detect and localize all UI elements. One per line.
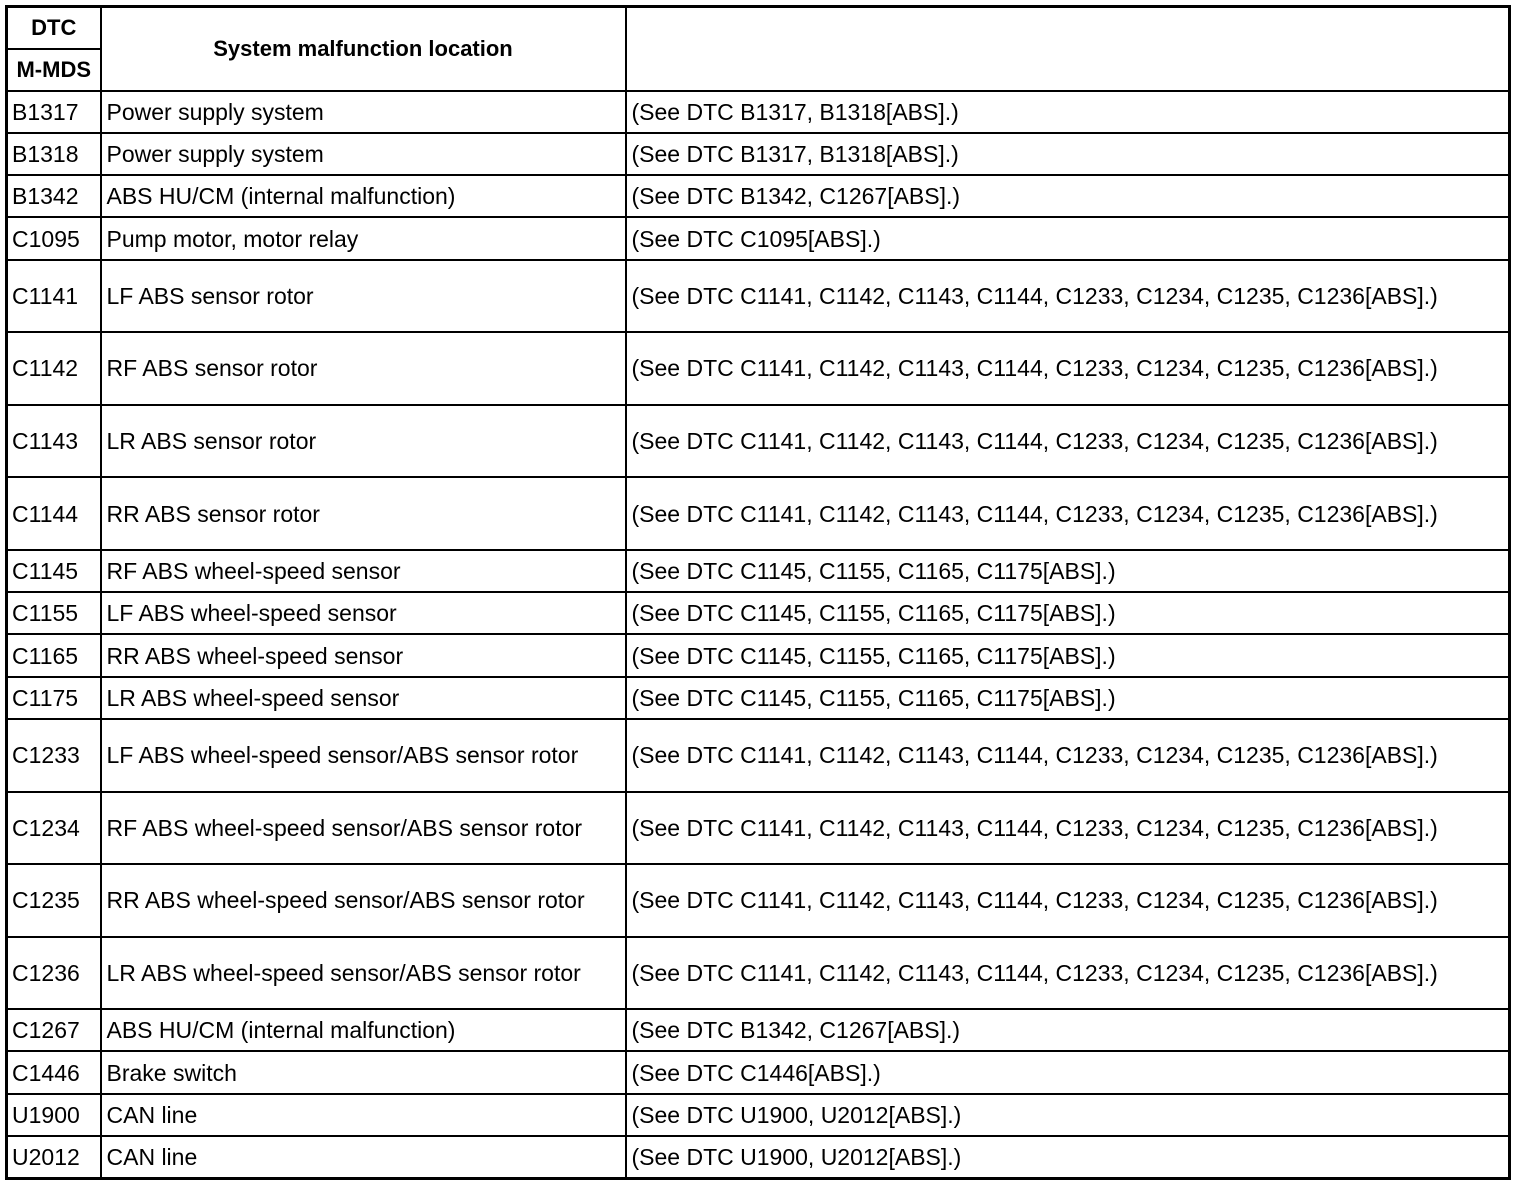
table-row — [7, 260, 1510, 333]
reference-cell: (See DTC U1900, U2012[ABS].) — [626, 1094, 1510, 1136]
reference-cell: (See DTC C1145, C1155, C1165, C1175[ABS].) — [626, 550, 1510, 592]
location-cell: LR ABS wheel-speed sensor/ABS sensor rotor — [101, 937, 626, 1010]
table-row — [7, 634, 1510, 676]
dtc-code-cell: U1900 — [7, 1094, 101, 1136]
reference-cell: (See DTC B1342, C1267[ABS].) — [626, 175, 1510, 217]
dtc-code-cell: C1236 — [7, 937, 101, 1010]
table-body — [7, 91, 1510, 1179]
header-reference — [626, 7, 1510, 91]
dtc-code-cell: B1317 — [7, 91, 101, 133]
dtc-table — [5, 5, 1511, 1180]
reference-cell: (See DTC B1317, B1318[ABS].) — [626, 133, 1510, 175]
reference-cell: (See DTC B1317, B1318[ABS].) — [626, 91, 1510, 133]
reference-cell: (See DTC C1141, C1142, C1143, C1144, C1233, C1234, C1235, C1236[ABS].) — [626, 332, 1510, 405]
location-cell: Power supply system — [101, 91, 626, 133]
location-cell: LR ABS wheel-speed sensor — [101, 677, 626, 719]
dtc-code-cell: C1141 — [7, 260, 101, 333]
dtc-code-cell: C1143 — [7, 405, 101, 478]
dtc-code-cell: U2012 — [7, 1136, 101, 1178]
table-row — [7, 864, 1510, 937]
location-cell: RR ABS wheel-speed sensor — [101, 634, 626, 676]
table-row — [7, 677, 1510, 719]
reference-cell: (See DTC C1141, C1142, C1143, C1144, C1233, C1234, C1235, C1236[ABS].) — [626, 477, 1510, 550]
dtc-code-cell: C1235 — [7, 864, 101, 937]
reference-cell: (See DTC C1145, C1155, C1165, C1175[ABS].) — [626, 634, 1510, 676]
header-dtc: DTC — [7, 7, 101, 49]
dtc-code-cell: C1165 — [7, 634, 101, 676]
table-row — [7, 91, 1510, 133]
dtc-code-cell: B1318 — [7, 133, 101, 175]
reference-cell: (See DTC C1145, C1155, C1165, C1175[ABS].) — [626, 592, 1510, 634]
table-row — [7, 217, 1510, 259]
location-cell: RF ABS sensor rotor — [101, 332, 626, 405]
table-row — [7, 937, 1510, 1010]
reference-cell: (See DTC C1141, C1142, C1143, C1144, C1233, C1234, C1235, C1236[ABS].) — [626, 937, 1510, 1010]
header-mmds: M-MDS — [7, 49, 101, 91]
table-row — [7, 332, 1510, 405]
reference-cell: (See DTC C1141, C1142, C1143, C1144, C1233, C1234, C1235, C1236[ABS].) — [626, 792, 1510, 865]
reference-cell: (See DTC C1095[ABS].) — [626, 217, 1510, 259]
location-cell: Brake switch — [101, 1051, 626, 1093]
reference-cell: (See DTC C1141, C1142, C1143, C1144, C1233, C1234, C1235, C1236[ABS].) — [626, 864, 1510, 937]
location-cell: LR ABS sensor rotor — [101, 405, 626, 478]
table-row — [7, 175, 1510, 217]
location-cell: Pump motor, motor relay — [101, 217, 626, 259]
dtc-code-cell: C1144 — [7, 477, 101, 550]
location-cell: RF ABS wheel-speed sensor — [101, 550, 626, 592]
dtc-code-cell: C1233 — [7, 719, 101, 792]
location-cell: LF ABS sensor rotor — [101, 260, 626, 333]
table-row — [7, 719, 1510, 792]
table-row — [7, 1051, 1510, 1093]
location-cell: ABS HU/CM (internal malfunction) — [101, 1009, 626, 1051]
dtc-code-cell: C1446 — [7, 1051, 101, 1093]
location-cell: RR ABS sensor rotor — [101, 477, 626, 550]
dtc-code-cell: C1234 — [7, 792, 101, 865]
location-cell: ABS HU/CM (internal malfunction) — [101, 175, 626, 217]
dtc-code-cell: C1145 — [7, 550, 101, 592]
reference-cell: (See DTC C1141, C1142, C1143, C1144, C1233, C1234, C1235, C1236[ABS].) — [626, 405, 1510, 478]
table-row — [7, 592, 1510, 634]
location-cell: LF ABS wheel-speed sensor/ABS sensor rotor — [101, 719, 626, 792]
table-row — [7, 1136, 1510, 1178]
reference-cell: (See DTC B1342, C1267[ABS].) — [626, 1009, 1510, 1051]
dtc-code-cell: C1142 — [7, 332, 101, 405]
dtc-code-cell: C1155 — [7, 592, 101, 634]
reference-cell: (See DTC C1141, C1142, C1143, C1144, C1233, C1234, C1235, C1236[ABS].) — [626, 719, 1510, 792]
dtc-code-cell: C1095 — [7, 217, 101, 259]
location-cell: CAN line — [101, 1094, 626, 1136]
table-row — [7, 792, 1510, 865]
location-cell: CAN line — [101, 1136, 626, 1178]
table-row — [7, 1009, 1510, 1051]
location-cell: RR ABS wheel-speed sensor/ABS sensor rotor — [101, 864, 626, 937]
table-row — [7, 133, 1510, 175]
table-row — [7, 550, 1510, 592]
reference-cell: (See DTC C1141, C1142, C1143, C1144, C1233, C1234, C1235, C1236[ABS].) — [626, 260, 1510, 333]
location-cell: RF ABS wheel-speed sensor/ABS sensor rotor — [101, 792, 626, 865]
reference-cell: (See DTC C1446[ABS].) — [626, 1051, 1510, 1093]
header-row-top — [7, 7, 1510, 49]
location-cell: Power supply system — [101, 133, 626, 175]
table-row — [7, 1094, 1510, 1136]
location-cell: LF ABS wheel-speed sensor — [101, 592, 626, 634]
reference-cell: (See DTC U1900, U2012[ABS].) — [626, 1136, 1510, 1178]
reference-cell: (See DTC C1145, C1155, C1165, C1175[ABS].) — [626, 677, 1510, 719]
table-row — [7, 405, 1510, 478]
table-row — [7, 477, 1510, 550]
dtc-code-cell: C1175 — [7, 677, 101, 719]
dtc-code-cell: B1342 — [7, 175, 101, 217]
dtc-code-cell: C1267 — [7, 1009, 101, 1051]
header-location: System malfunction location — [101, 7, 626, 91]
